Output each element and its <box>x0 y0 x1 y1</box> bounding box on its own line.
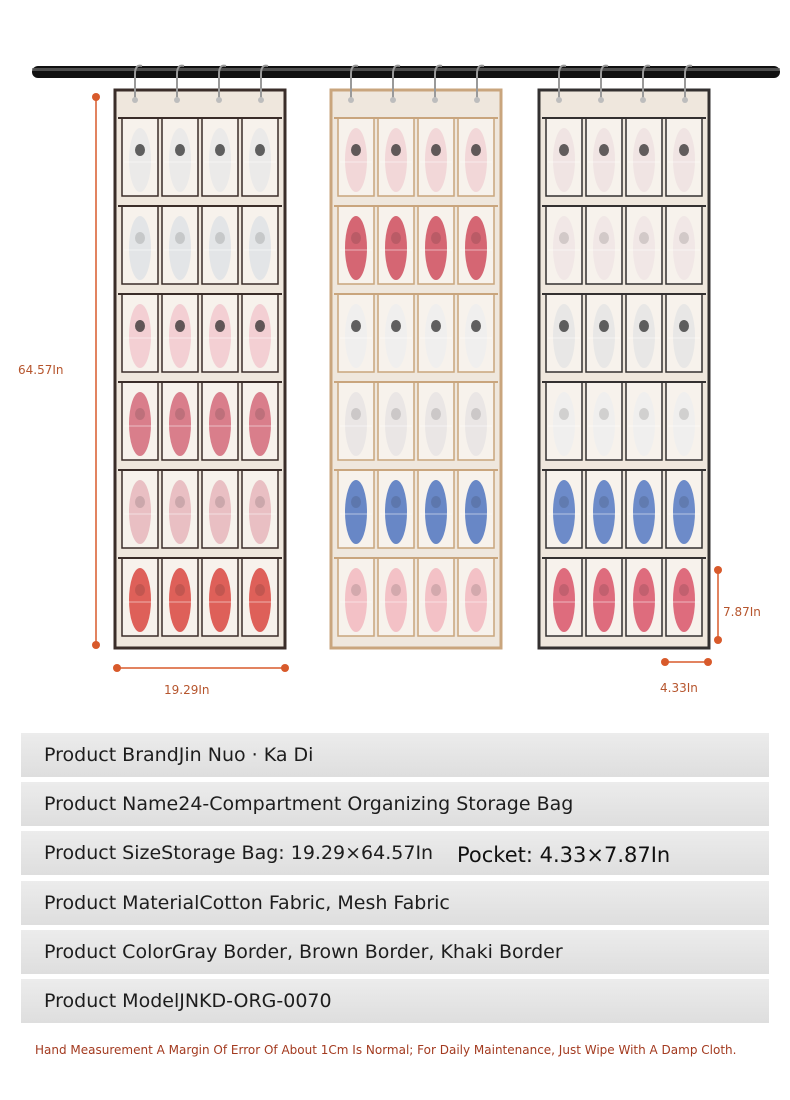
shoe-opening <box>215 320 225 332</box>
spec-row-brand <box>21 733 769 777</box>
shoe-opening <box>351 408 361 420</box>
shoe-icon <box>129 304 151 368</box>
organizer-1 <box>115 66 285 648</box>
hanging-rod <box>32 66 780 78</box>
shoe-opening <box>599 496 609 508</box>
shoe-opening <box>471 144 481 156</box>
shoe-icon <box>385 304 407 368</box>
pocket-width-dimension-dot <box>661 658 669 666</box>
grommet-icon <box>598 97 604 103</box>
shoe-icon <box>345 480 367 544</box>
width-dimension-label: 19.29In <box>164 683 210 697</box>
pocket-height-dimension-dot <box>714 636 722 644</box>
shoe-opening <box>175 232 185 244</box>
shoe-opening <box>215 232 225 244</box>
shoe-icon <box>169 304 191 368</box>
shoe-opening <box>599 408 609 420</box>
shoe-opening <box>431 584 441 596</box>
shoe-icon <box>169 128 191 192</box>
shoe-opening <box>175 496 185 508</box>
grommet-icon <box>640 97 646 103</box>
shoe-opening <box>135 584 145 596</box>
shoe-icon <box>209 216 231 280</box>
shoe-opening <box>471 496 481 508</box>
shoe-icon <box>129 128 151 192</box>
width-dimension-dot <box>281 664 289 672</box>
spec-row-material <box>21 881 769 925</box>
shoe-opening <box>471 320 481 332</box>
shoe-opening <box>255 584 265 596</box>
shoe-opening <box>559 496 569 508</box>
shoe-icon <box>465 216 487 280</box>
shoe-icon <box>673 392 695 456</box>
spec-row-color <box>21 930 769 974</box>
shoe-opening <box>175 144 185 156</box>
rod-bar <box>32 66 780 78</box>
shoe-icon <box>633 216 655 280</box>
shoe-opening <box>215 144 225 156</box>
shoe-icon <box>593 568 615 632</box>
shoe-icon <box>425 128 447 192</box>
shoe-icon <box>553 392 575 456</box>
shoe-opening <box>391 408 401 420</box>
shoe-icon <box>593 216 615 280</box>
organizer-2 <box>331 66 501 648</box>
shoe-icon <box>345 216 367 280</box>
shoe-opening <box>599 320 609 332</box>
shoe-icon <box>209 480 231 544</box>
shoe-icon <box>209 568 231 632</box>
spec-pocket-size-text: Pocket: 4.33×7.87In <box>457 843 671 867</box>
shoe-opening <box>639 408 649 420</box>
shoe-icon <box>673 128 695 192</box>
grommet-icon <box>682 97 688 103</box>
shoe-opening <box>135 320 145 332</box>
height-dimension-label: 64.57In <box>18 363 64 377</box>
shoe-opening <box>391 144 401 156</box>
shoe-icon <box>673 304 695 368</box>
shoe-icon <box>129 216 151 280</box>
shoe-opening <box>351 584 361 596</box>
shoe-opening <box>391 232 401 244</box>
shoe-icon <box>249 216 271 280</box>
grommet-icon <box>474 97 480 103</box>
grommet-icon <box>556 97 562 103</box>
shoe-opening <box>679 584 689 596</box>
shoe-opening <box>431 232 441 244</box>
shoe-opening <box>639 496 649 508</box>
shoe-icon <box>553 304 575 368</box>
shoe-opening <box>135 144 145 156</box>
footnote: Hand Measurement A Margin Of Error Of About 1Cm Is Normal; For Daily Maintenance, Just Wipe With A Damp Cloth. <box>35 1043 737 1057</box>
shoe-opening <box>559 232 569 244</box>
shoe-opening <box>135 232 145 244</box>
shoe-icon <box>209 304 231 368</box>
grommet-icon <box>258 97 264 103</box>
shoe-icon <box>129 480 151 544</box>
shoe-opening <box>175 320 185 332</box>
shoe-icon <box>593 392 615 456</box>
shoe-icon <box>465 128 487 192</box>
shoe-opening <box>215 584 225 596</box>
shoe-icon <box>465 480 487 544</box>
spec-material-text: Product MaterialCotton Fabric, Mesh Fabric <box>44 892 450 914</box>
shoe-icon <box>553 480 575 544</box>
shoe-opening <box>471 584 481 596</box>
shoe-icon <box>425 304 447 368</box>
pocket-width-dimension-dot <box>704 658 712 666</box>
shoe-icon <box>345 304 367 368</box>
shoe-opening <box>559 144 569 156</box>
shoe-opening <box>559 320 569 332</box>
shoe-icon <box>425 568 447 632</box>
shoe-icon <box>385 568 407 632</box>
shoe-opening <box>351 320 361 332</box>
shoe-icon <box>169 216 191 280</box>
shoe-opening <box>215 408 225 420</box>
shoe-icon <box>345 568 367 632</box>
shoe-icon <box>385 392 407 456</box>
spec-name-text: Product Name24-Compartment Organizing Storage Bag <box>44 793 574 815</box>
spec-row-model <box>21 979 769 1023</box>
shoe-icon <box>593 304 615 368</box>
shoe-opening <box>639 144 649 156</box>
spec-size-text: Product SizeStorage Bag: 19.29×64.57In <box>44 842 434 864</box>
height-dimension-dot <box>92 93 100 101</box>
shoe-opening <box>639 232 649 244</box>
shoe-icon <box>169 568 191 632</box>
shoe-icon <box>169 392 191 456</box>
grommet-icon <box>432 97 438 103</box>
spec-row-size <box>21 831 769 875</box>
shoe-opening <box>599 584 609 596</box>
pocket-height-label: 7.87In <box>723 605 761 619</box>
grommet-icon <box>174 97 180 103</box>
shoe-opening <box>431 320 441 332</box>
shoe-opening <box>599 144 609 156</box>
shoe-opening <box>471 408 481 420</box>
shoe-opening <box>599 232 609 244</box>
spec-model-text: Product ModelJNKD-ORG-0070 <box>44 990 332 1012</box>
shoe-opening <box>351 144 361 156</box>
shoe-icon <box>249 392 271 456</box>
shoe-opening <box>255 320 265 332</box>
shoe-icon <box>249 568 271 632</box>
shoe-icon <box>345 128 367 192</box>
spec-brand-text: Product BrandJin Nuo · Ka Di <box>44 744 314 766</box>
rod-highlight <box>32 68 780 71</box>
shoe-opening <box>679 320 689 332</box>
shoe-icon <box>425 216 447 280</box>
shoe-icon <box>425 392 447 456</box>
shoe-opening <box>391 320 401 332</box>
shoe-icon <box>425 480 447 544</box>
grommet-icon <box>348 97 354 103</box>
shoe-opening <box>391 584 401 596</box>
shoe-opening <box>679 408 689 420</box>
shoe-opening <box>471 232 481 244</box>
shoe-icon <box>673 568 695 632</box>
shoe-icon <box>465 392 487 456</box>
organizer-3 <box>539 66 709 648</box>
shoe-icon <box>385 216 407 280</box>
shoe-icon <box>249 480 271 544</box>
shoe-icon <box>209 392 231 456</box>
shoe-opening <box>679 496 689 508</box>
shoe-opening <box>431 144 441 156</box>
shoe-icon <box>673 216 695 280</box>
shoe-icon <box>553 216 575 280</box>
width-dimension-dot <box>113 664 121 672</box>
shoe-opening <box>351 232 361 244</box>
pocket-height-dimension-dot <box>714 566 722 574</box>
shoe-icon <box>633 480 655 544</box>
shoe-icon <box>593 128 615 192</box>
shoe-opening <box>215 496 225 508</box>
shoe-icon <box>673 480 695 544</box>
shoe-icon <box>465 304 487 368</box>
pocket-width-label: 4.33In <box>660 681 698 695</box>
shoe-icon <box>553 128 575 192</box>
shoe-opening <box>255 232 265 244</box>
shoe-opening <box>135 496 145 508</box>
shoe-icon <box>129 392 151 456</box>
shoe-icon <box>385 128 407 192</box>
shoe-opening <box>255 144 265 156</box>
shoe-icon <box>249 128 271 192</box>
shoe-opening <box>135 408 145 420</box>
shoe-icon <box>249 304 271 368</box>
shoe-opening <box>431 496 441 508</box>
shoe-icon <box>129 568 151 632</box>
shoe-icon <box>553 568 575 632</box>
shoe-opening <box>255 496 265 508</box>
shoe-icon <box>633 392 655 456</box>
shoe-opening <box>559 584 569 596</box>
grommet-icon <box>132 97 138 103</box>
organizers <box>115 66 709 648</box>
spec-row-name <box>21 782 769 826</box>
shoe-opening <box>639 320 649 332</box>
shoe-opening <box>639 584 649 596</box>
height-dimension-dot <box>92 641 100 649</box>
shoe-icon <box>633 128 655 192</box>
shoe-icon <box>633 568 655 632</box>
shoe-opening <box>431 408 441 420</box>
shoe-icon <box>633 304 655 368</box>
grommet-icon <box>390 97 396 103</box>
shoe-icon <box>209 128 231 192</box>
shoe-opening <box>175 408 185 420</box>
shoe-opening <box>255 408 265 420</box>
shoe-icon <box>169 480 191 544</box>
spec-color-text: Product ColorGray Border, Brown Border, Khaki Border <box>44 941 563 963</box>
shoe-opening <box>679 144 689 156</box>
shoe-opening <box>679 232 689 244</box>
grommet-icon <box>216 97 222 103</box>
shoe-opening <box>175 584 185 596</box>
shoe-opening <box>559 408 569 420</box>
shoe-opening <box>351 496 361 508</box>
shoe-icon <box>593 480 615 544</box>
shoe-icon <box>465 568 487 632</box>
shoe-icon <box>385 480 407 544</box>
shoe-icon <box>345 392 367 456</box>
shoe-opening <box>391 496 401 508</box>
